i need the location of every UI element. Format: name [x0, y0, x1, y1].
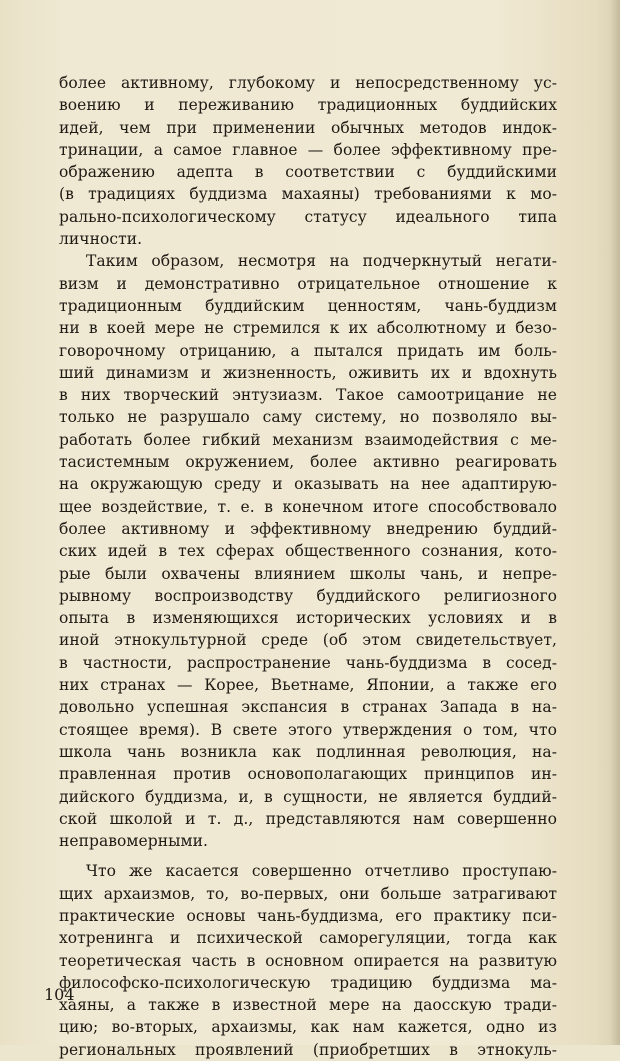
- text-line: в частности, распространение чань-буддизма в сосед-: [59, 653, 557, 672]
- text-line: рывному воспроизводству буддийского религиозного: [59, 586, 557, 605]
- text-line: ший динамизм и жизненность, оживить их и вдохнуть: [59, 363, 557, 382]
- page-text: [59, 72, 557, 1061]
- text-line: воению и переживанию традиционных буддийских: [59, 96, 557, 115]
- text-line: ображению адепта в соответствии с буддийскими: [59, 163, 557, 182]
- text-line: ских идей в тех сферах общественного сознания, кото-: [59, 542, 557, 561]
- text-line: неправомерными.: [59, 832, 208, 851]
- text-line: стоящее время). В свете этого утверждения о том, что: [59, 720, 557, 739]
- paragraph-1: [59, 72, 557, 250]
- text-line: рые были охвачены влиянием школы чань, и непре-: [59, 564, 557, 583]
- text-line: теоретическая часть в основном опирается на развитую: [59, 951, 557, 970]
- text-line: рально-психологическому статусу идеального типа: [59, 207, 557, 226]
- text-line: личности.: [59, 230, 143, 249]
- page-number: 104: [44, 985, 75, 1004]
- text-line: (в традициях буддизма махаяны) требованиями к мо-: [59, 185, 557, 204]
- text-line: говорочному отрицанию, а пытался придать им боль-: [59, 341, 557, 360]
- text-line: в них творческий энтузиазм. Такое самоотрицание не: [59, 386, 557, 405]
- page-edge-shadow: [610, 0, 620, 1045]
- text-line: практические основы чань-буддизма, его практику пси-: [59, 906, 557, 925]
- paragraph-2: [59, 250, 557, 852]
- paragraph-3: [59, 860, 557, 1061]
- text-line: Что же касается совершенно отчетливо проступаю-: [86, 862, 557, 881]
- text-line: школа чань возникла как подлинная революция, на-: [59, 742, 557, 761]
- text-line: тринации, а самое главное — более эффективному пре-: [59, 140, 557, 159]
- text-line: визм и демонстративно отрицательное отношение к: [59, 274, 557, 293]
- paragraph-gap: [59, 852, 557, 860]
- text-line: цию; во-вторых, архаизмы, как нам кажется, одно из: [59, 1018, 557, 1037]
- text-line: философско-психологическую традицию буддизма ма-: [59, 973, 557, 992]
- text-line: традиционным буддийским ценностям, чань-буддизм: [59, 296, 557, 315]
- text-line: довольно успешная экспансия в странах Запада в на-: [59, 698, 557, 717]
- text-line: более активному и эффективному внедрению буддий-: [59, 519, 557, 538]
- text-line: тасистемным окружением, более активно реагировать: [59, 453, 557, 472]
- text-line: работать более гибкий механизм взаимодействия с ме-: [59, 430, 557, 449]
- text-line: более активному, глубокому и непосредственному ус-: [59, 74, 557, 92]
- text-line: только не разрушало саму систему, но позволяло вы-: [59, 408, 557, 427]
- text-line: щих архаизмов, то, во-первых, они больше затрагивают: [59, 884, 557, 903]
- text-line: хаяны, а также в известной мере на даосскую тради-: [59, 996, 557, 1015]
- text-line: ской школой и т. д., представляются нам совершенно: [59, 809, 557, 828]
- text-line: щее воздействие, т. е. в конечном итоге способствовало: [59, 497, 557, 516]
- text-line: них странах — Корее, Вьетнаме, Японии, а также его: [59, 676, 557, 695]
- text-line: идей, чем при применении обычных методов индок-: [59, 118, 557, 137]
- text-line: ни в коей мере не стремился к их абсолютному и безо-: [59, 319, 557, 338]
- text-line: правленная против основополагающих принципов ин-: [59, 765, 557, 784]
- text-line: Таким образом, несмотря на подчеркнутый негати-: [86, 252, 557, 271]
- text-line: опыта в изменяющихся исторических условиях и в: [59, 609, 557, 628]
- text-line: на окружающую среду и оказывать на нее адаптирую-: [59, 475, 557, 494]
- text-line: хотренинга и психической саморегуляции, тогда как: [59, 929, 557, 948]
- text-line: иной этнокультурной среде (об этом свидетельствует,: [59, 631, 557, 650]
- text-line: дийского буддизма, и, в сущности, не является буддий-: [59, 787, 557, 806]
- text-line: региональных проявлений (приобретших в этнокуль-: [59, 1040, 557, 1059]
